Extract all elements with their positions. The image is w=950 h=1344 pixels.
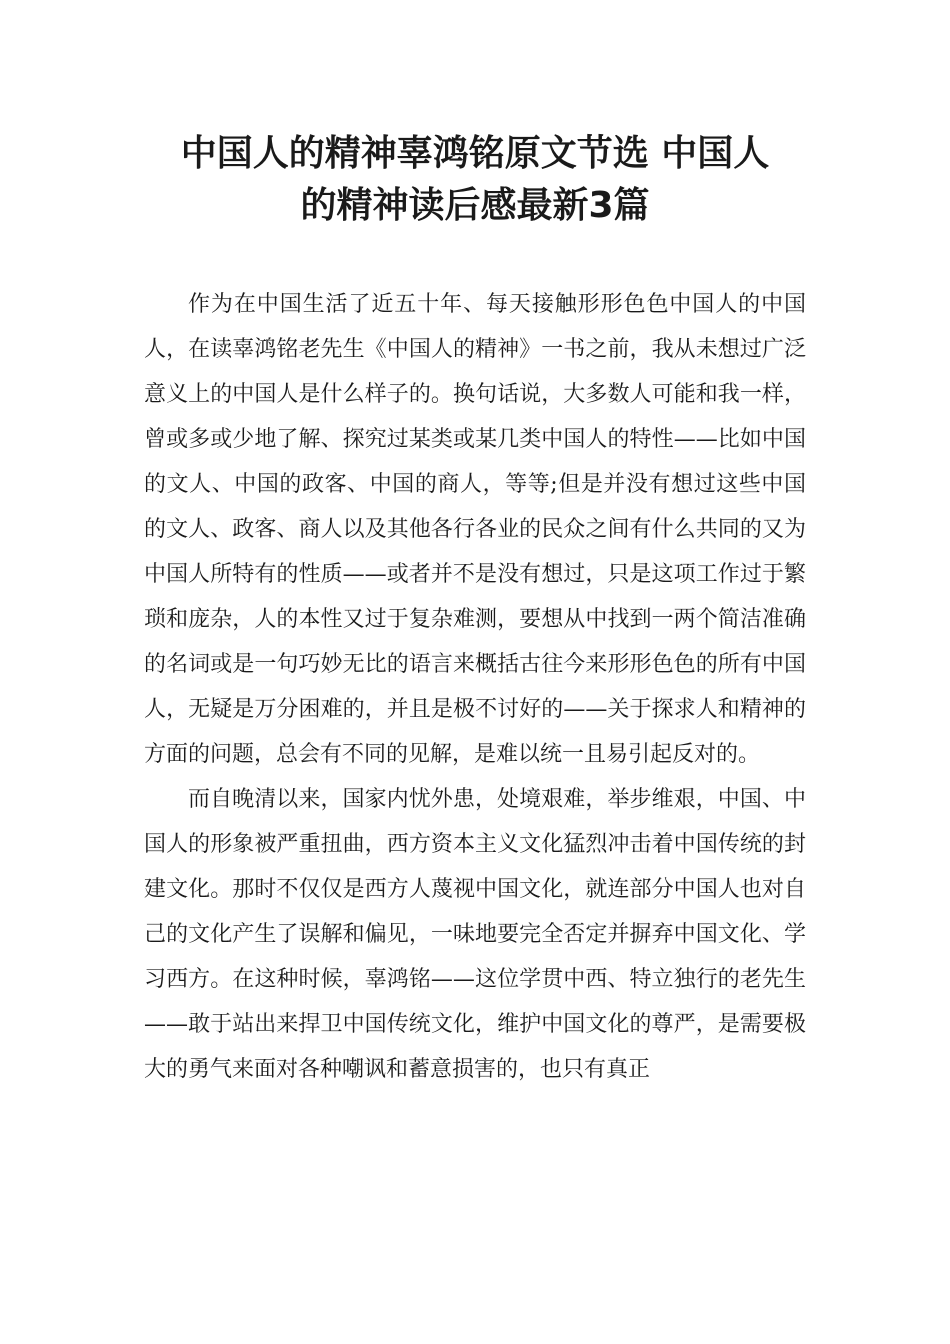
title-line-1: 中国人的精神辜鸿铭原文节选 中国人 (180, 133, 770, 174)
document-body (144, 282, 806, 1092)
paragraph-2: 而自晚清以来，国家内忧外患，处境艰难，举步维艰，中国、中国人的形象被严重扭曲，西方资本主义文化猛烈冲击着中国传统的封建文化。那时不仅仅是西方人蔑视中国文化，就连部分中国人也对自己的文化产生了误解和偏见，一味地要完全否定并摒弃中国文化、学习西方。在这种时候，辜鸿铭——这位学贯中西、特立独行的老先生——敢于站出来捍卫中国传统文化，维护中国文化的尊严，是需要极大的勇气来面对各种嘲讽和蓄意损害的，也只有真正 (144, 787, 806, 1082)
title-line-2: 的精神读后感最新3篇 (300, 185, 650, 226)
document-title (120, 128, 830, 232)
paragraph-1: 作为在中国生活了近五十年、每天接触形形色色中国人的中国人，在读辜鸿铭老先生《中国人的精神》一书之前，我从未想过广泛意义上的中国人是什么样子的。换句话说，大多数人可能和我一样，曾或多或少地了解、探究过某类或某几类中国人的特性——比如中国的文人、中国的政客、中国的商人，等等;但是并没有想过这些中国的文人、政客、商人以及其他各行各业的民众之间有什么共同的又为中国人所特有的性质——或者并不是没有想过，只是这项工作过于繁琐和庞杂，人的本性又过于复杂难测，要想从中找到一两个简洁准确的名词或是一句巧妙无比的语言来概括古往今来形形色色的所有中国人，无疑是万分困难的，并且是极不讨好的——关于探求人和精神的方面的问题，总会有不同的见解，是难以统一且易引起反对的。 (144, 292, 806, 767)
